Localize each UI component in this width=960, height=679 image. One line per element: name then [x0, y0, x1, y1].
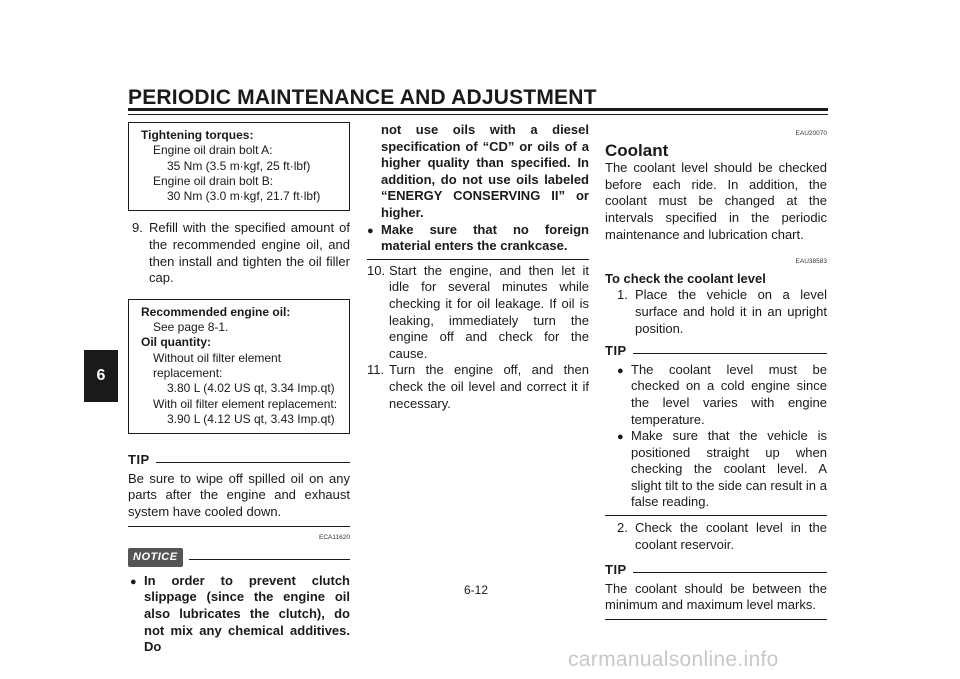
step-9-number: 9.	[132, 220, 143, 236]
notice-badge: NOTICE	[128, 548, 183, 567]
tip-label: TIP	[128, 452, 150, 468]
column-1	[128, 122, 350, 656]
coolant-tip-1-bullet-1	[605, 362, 827, 428]
bolt-a-label: Engine oil drain bolt A:	[153, 143, 273, 158]
step-10-text: Start the engine, and then let it idle for several minutes while checking it for oil leakage. If oil is leaking, immediately turn the engine off and check for the cause.	[389, 262, 589, 361]
coolant-step-1	[605, 287, 827, 337]
oil-quantity-heading: Oil quantity:	[141, 335, 211, 350]
coolant-tip-1-bullet-2-text: Make sure that the vehicle is positioned straight up when checking the coolant level. A slight tilt to the side can result in a false reading.	[631, 428, 827, 510]
torque-box	[128, 122, 350, 211]
without-filter-label: Without oil filter element replacement:	[153, 350, 282, 381]
tip-end-rule	[128, 526, 350, 527]
coolant-tip-2-end-rule	[605, 619, 827, 620]
step-9-text: Refill with the specified amount of the recommended engine oil, and then install and tighten the oil filler cap.	[149, 220, 350, 286]
notice-bullet-2	[367, 222, 589, 255]
page-title: PERIODIC MAINTENANCE AND ADJUSTMENT	[128, 86, 597, 109]
watermark: carmanualsonline.info	[568, 648, 779, 671]
notice-end-rule	[367, 259, 589, 260]
coolant-tip-1-end-rule	[605, 515, 827, 516]
notice-bullet-1	[128, 573, 350, 656]
coolant-tip-1-bullet-2	[605, 428, 827, 511]
bullet-icon: ●	[617, 364, 624, 377]
bolt-b-label: Engine oil drain bolt B:	[153, 173, 274, 188]
without-filter-value: 3.80 L (4.02 US qt, 3.34 Imp.qt)	[167, 381, 335, 396]
coolant-tip-2-label: TIP	[605, 562, 627, 578]
bullet-icon: ●	[130, 575, 137, 588]
tip-text: Be sure to wipe off spilled oil on any parts after the engine and exhaust system have cooled down.	[128, 470, 350, 520]
step-11-text: Turn the engine off, and then check the oil level and correct it if necessary.	[389, 362, 589, 411]
column-2	[367, 122, 589, 412]
step-11	[367, 362, 589, 412]
notice-bullet-1-text: In order to prevent clutch slippage (since the engine oil also lubricates the clutch), do not mix any chemical additives. Do	[144, 572, 350, 655]
notice-bullet-1-cont-text: not use oils with a diesel specification of “CD” or oils of a higher quality than specified. In addition, do not use oils labeled “ENERGY CONSERVING II” or higher.	[381, 122, 589, 220]
header-rule-thin	[128, 114, 828, 115]
coolant-tip-1-bullet-1-text: The coolant level must be checked on a cold engine since the level varies with engine temperature.	[631, 361, 827, 427]
coolant-tip-1-heading	[605, 343, 827, 360]
oil-see-page: See page 8-1.	[153, 320, 229, 335]
step-11-number: 11.	[367, 362, 385, 378]
check-title: To check the coolant level	[605, 270, 766, 286]
page-number: 6-12	[464, 583, 489, 597]
step-10	[367, 263, 589, 363]
coolant-step-1-text: Place the vehicle on a level surface and hold it in an upright position.	[635, 287, 827, 336]
oil-heading: Recommended engine oil:	[141, 304, 291, 319]
coolant-tip-2-heading	[605, 562, 827, 579]
notice-heading	[128, 548, 350, 567]
bullet-icon: ●	[617, 431, 624, 444]
bullet-icon: ●	[367, 224, 374, 237]
with-filter-value: 3.90 L (4.12 US qt, 3.43 Imp.qt)	[167, 411, 335, 426]
coolant-code: EAU20070	[795, 130, 827, 137]
check-code: EAU38583	[795, 258, 827, 266]
coolant-step-1-number: 1.	[617, 287, 628, 303]
notice-code: ECA11620	[319, 533, 350, 541]
coolant-step-2-text: Check the coolant level in the coolant reservoir.	[635, 520, 827, 552]
coolant-step-2	[605, 520, 827, 553]
oil-box	[128, 299, 350, 434]
torque-heading: Tightening torques:	[141, 128, 254, 142]
column-3	[605, 126, 827, 620]
bolt-a-value: 35 Nm (3.5 m·kgf, 25 ft·lbf)	[167, 158, 311, 173]
coolant-step-2-number: 2.	[617, 520, 628, 536]
notice-bullet-1-continued	[367, 122, 589, 222]
with-filter-label: With oil filter element replacement:	[153, 396, 338, 411]
coolant-tip-1-label: TIP	[605, 343, 627, 359]
step-10-number: 10.	[367, 262, 386, 278]
notice-bullet-2-text: Make sure that no foreign material enters the crankcase.	[381, 221, 589, 254]
coolant-tip-2-text: The coolant should be between the minimum and maximum level marks.	[605, 580, 827, 613]
tip-heading	[128, 452, 350, 469]
coolant-intro: The coolant level should be checked before each ride. In addition, the coolant must be changed at the intervals specified in the periodic maintenance and lubrication chart.	[605, 160, 827, 242]
coolant-title: Coolant	[605, 140, 669, 160]
step-9	[128, 220, 350, 286]
chapter-tab: 6	[84, 350, 118, 402]
bolt-b-value: 30 Nm (3.0 m·kgf, 21.7 ft·lbf)	[167, 189, 321, 204]
header-rule-thick	[128, 108, 828, 111]
